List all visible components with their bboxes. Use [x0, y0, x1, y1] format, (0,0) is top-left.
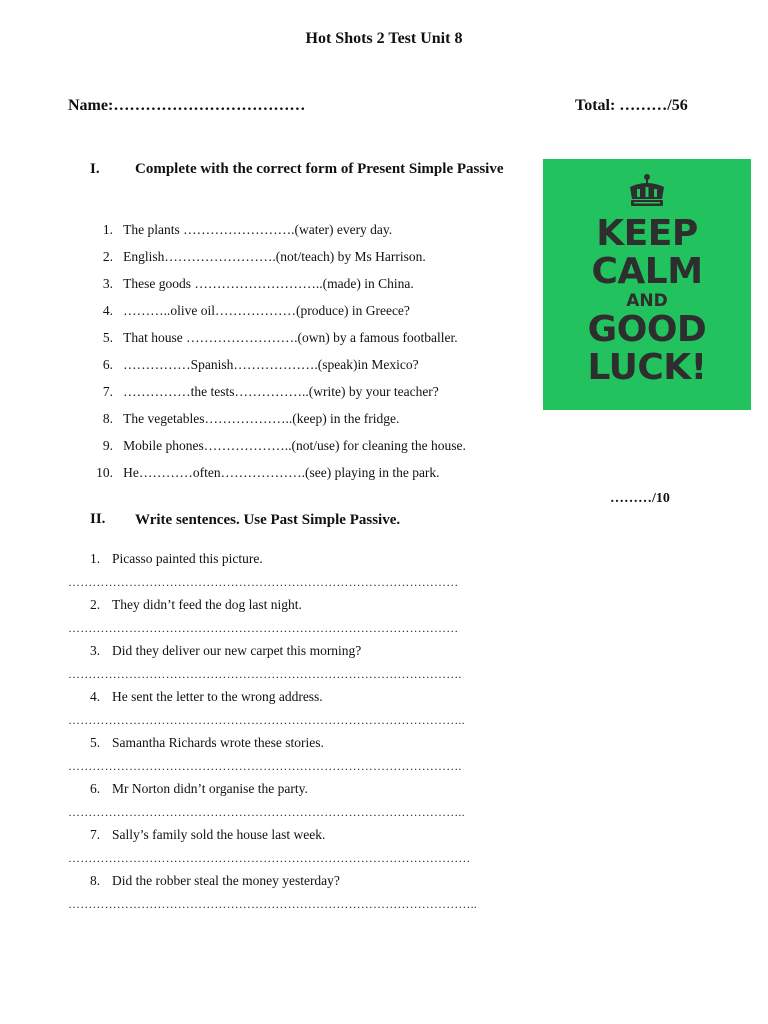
item-text: Mobile phones………………..(not/use) for cleaning the house. [123, 438, 466, 453]
section-2-number: II. [90, 511, 106, 527]
answer-line[interactable]: ……………………………………………………………………………………… [68, 851, 471, 865]
list-item [68, 643, 548, 689]
list-item [68, 827, 548, 873]
item-number: 8. [102, 411, 113, 426]
answer-line[interactable]: …………………………………………………………………………………….. [68, 713, 465, 727]
section-1-title: Complete with the correct form of Present Simple Passive [135, 161, 504, 177]
list-item [90, 276, 530, 303]
item-prompt [90, 781, 308, 797]
poster-line-calm: CALM [591, 251, 703, 292]
item-number: 4. [90, 689, 101, 704]
item-text: Sally’s family sold the house last week. [112, 827, 326, 842]
list-item [90, 330, 530, 357]
poster-line-and: AND [626, 291, 668, 311]
item-number: 2. [102, 249, 113, 264]
answer-line[interactable]: …………………………………………………………………………………….. [68, 805, 465, 819]
item-text: He sent the letter to the wrong address. [112, 689, 323, 704]
answer-line[interactable]: ……………………………………………………………………………………. [68, 759, 462, 773]
item-number: 6. [102, 357, 113, 372]
item-prompt [90, 735, 324, 751]
item-number: 6. [90, 781, 101, 796]
answer-line[interactable]: …………………………………………………………………………………… [68, 621, 459, 635]
poster-line-luck: LUCK! [587, 347, 707, 388]
item-prompt [90, 643, 361, 659]
item-text: The plants …………………….(water) every day. [123, 222, 393, 237]
list-item [90, 384, 530, 411]
list-item [90, 249, 530, 276]
item-text: Did they deliver our new carpet this morning? [112, 643, 362, 658]
item-prompt [90, 551, 263, 567]
item-number: 10. [96, 465, 113, 480]
item-text: Samantha Richards wrote these stories. [112, 735, 324, 750]
item-number: 3. [90, 643, 101, 658]
item-number: 8. [90, 873, 101, 888]
item-number: 5. [102, 330, 113, 345]
list-item [90, 303, 530, 330]
item-text: Did the robber steal the money yesterday? [112, 873, 340, 888]
crown-icon [622, 173, 672, 213]
item-prompt [90, 873, 340, 889]
item-text: ……………the tests……………..(write) by your teacher? [123, 384, 439, 399]
list-item [68, 781, 548, 827]
item-text: That house …………………….(own) by a famous footballer. [123, 330, 458, 345]
item-number: 4. [102, 303, 113, 318]
name-field: Name:……………………………… [68, 97, 306, 114]
poster-line-good: GOOD [587, 309, 707, 350]
keep-calm-poster [543, 159, 751, 410]
item-text: These goods ………………………..(made) in China. [123, 276, 414, 291]
item-number: 2. [90, 597, 101, 612]
list-item [90, 438, 530, 465]
list-item [68, 735, 548, 781]
item-text: Mr Norton didn’t organise the party. [112, 781, 308, 796]
list-item [68, 551, 548, 597]
item-number: 1. [102, 222, 113, 237]
section-2-title: Write sentences. Use Past Simple Passive. [135, 512, 401, 528]
section-1-number: I. [90, 161, 100, 177]
item-text: English…………………….(not/teach) by Ms Harrison. [123, 249, 426, 264]
poster-line-keep: KEEP [596, 213, 698, 254]
item-number: 7. [90, 827, 101, 842]
list-item [90, 357, 530, 384]
page-title: Hot Shots 2 Test Unit 8 [305, 30, 463, 47]
item-text: ……………Spanish……………….(speak)in Mexico? [123, 357, 419, 372]
item-text: The vegetables………………..(keep) in the fridge. [123, 411, 400, 426]
item-prompt [90, 827, 325, 843]
section-2-list [68, 551, 548, 919]
item-number: 3. [102, 276, 113, 291]
item-prompt [90, 689, 323, 705]
item-number: 1. [90, 551, 101, 566]
total-score: Total: ………/56 [575, 97, 688, 114]
answer-line[interactable]: ……………………………………………………………………………………….. [68, 897, 477, 911]
list-item [90, 222, 530, 249]
item-number: 9. [102, 438, 113, 453]
list-item [90, 411, 530, 438]
answer-line[interactable]: …………………………………………………………………………………… [68, 575, 459, 589]
answer-line[interactable]: ……………………………………………………………………………………. [68, 667, 462, 681]
list-item [68, 689, 548, 735]
section-1-score: ………/10 [610, 491, 670, 506]
list-item [90, 465, 530, 492]
list-item [68, 597, 548, 643]
section-1-list [90, 222, 530, 492]
item-text: They didn’t feed the dog last night. [112, 597, 302, 612]
item-prompt [90, 597, 302, 613]
item-text: ………..olive oil………………(produce) in Greece? [123, 303, 410, 318]
item-text: Picasso painted this picture. [112, 551, 263, 566]
item-number: 7. [102, 384, 113, 399]
list-item [68, 873, 548, 919]
item-text: He…………often……………….(see) playing in the park. [123, 465, 440, 480]
item-number: 5. [90, 735, 101, 750]
